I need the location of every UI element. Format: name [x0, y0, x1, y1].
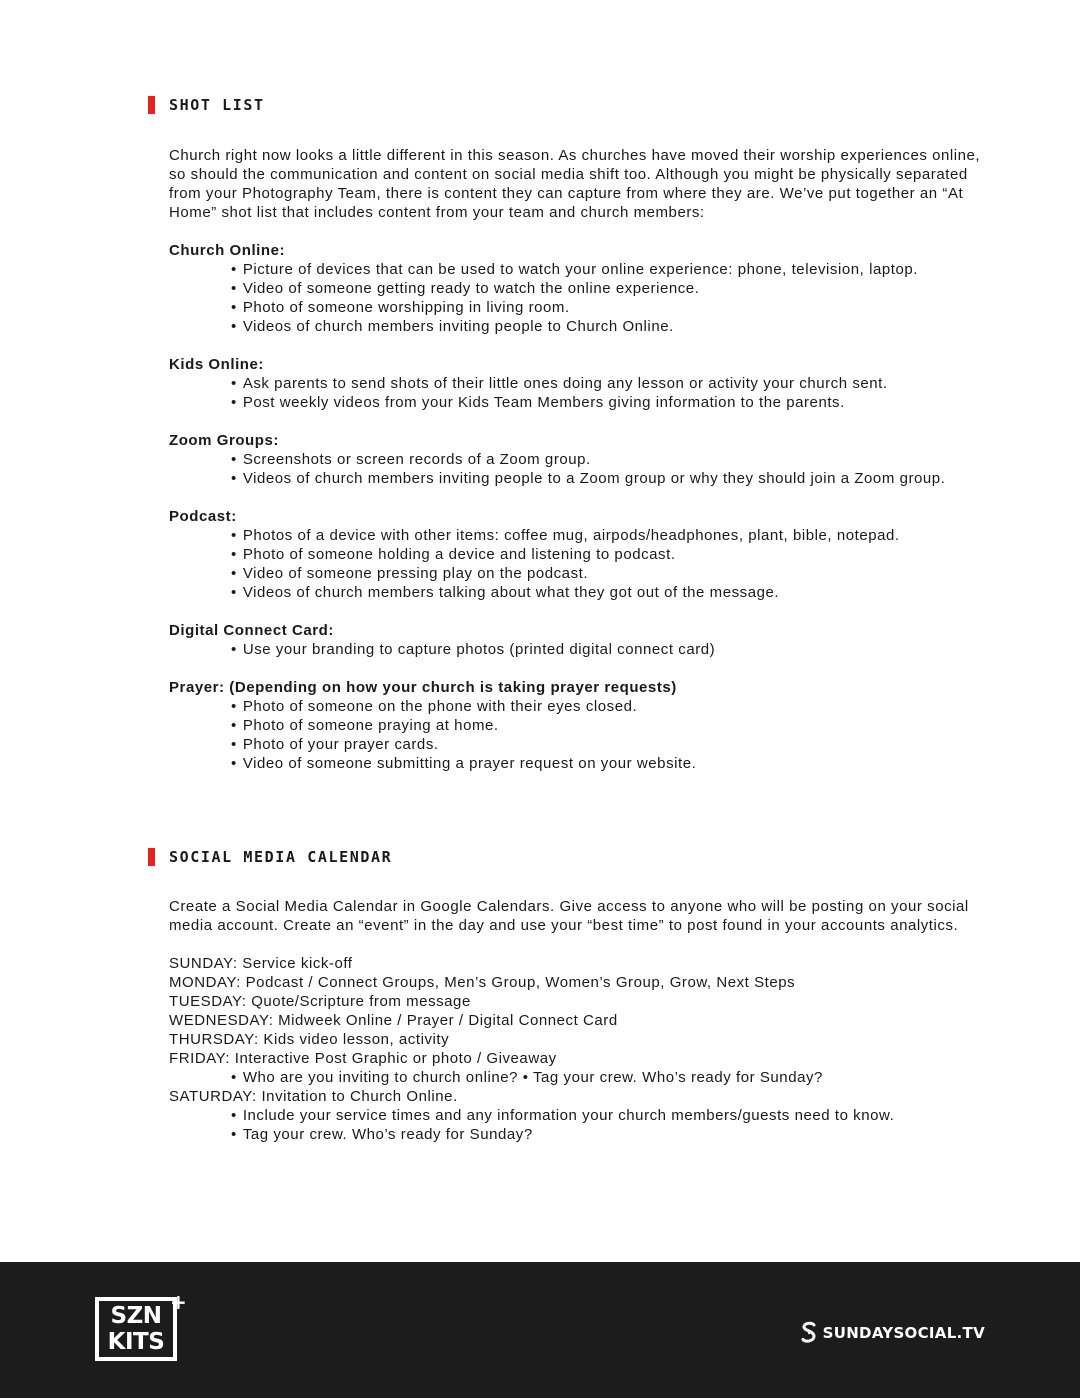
- spacer: [169, 488, 999, 507]
- shot-group-title: Kids Online:: [169, 356, 264, 373]
- logo-line-2: KITS: [107, 1329, 165, 1355]
- logo-plus: +: [170, 1290, 187, 1314]
- shot-list-item: • Picture of devices that can be used to watch your online experience: phone, television, laptop.: [231, 260, 999, 279]
- brand-url: SUNDAYSOCIAL.TV: [822, 1324, 985, 1342]
- shot-group-title: Church Online:: [169, 242, 286, 259]
- shot-list-item: • Video of someone pressing play on the podcast.: [231, 564, 999, 583]
- calendar-day: MONDAY: Podcast / Connect Groups, Men’s Group, Women’s Group, Grow, Next Steps: [169, 974, 796, 991]
- shot-group: [169, 678, 999, 773]
- shot-list-item: • Videos of church members inviting people to Church Online.: [231, 317, 999, 336]
- shot-list-title: SHOT LIST: [169, 96, 265, 114]
- shot-list-item: • Screenshots or screen records of a Zoom group.: [231, 450, 999, 469]
- szn-kits-logo: [95, 1297, 177, 1361]
- shot-list-groups: [169, 222, 999, 773]
- shot-list-intro: Church right now looks a little different in this season. As churches have moved their worship experiences online, so should the communication and content on social media shift too. Although you might be physically separated from your Photography Team, there is content they can capture from where they are. We’ve put together an “At Home” shot list that includes content from your team and church members:: [169, 147, 981, 221]
- shot-list-item: • Photo of your prayer cards.: [231, 735, 999, 754]
- shot-list-heading: [148, 95, 265, 115]
- shot-list-item: • Photo of someone on the phone with their eyes closed.: [231, 697, 999, 716]
- shot-group-list: [169, 450, 999, 488]
- spacer: [169, 336, 999, 355]
- spacer: [169, 659, 999, 678]
- shot-list-body: [169, 146, 999, 773]
- shot-list-item: • Video of someone getting ready to watch the online experience.: [231, 279, 999, 298]
- shot-list-item: • Video of someone submitting a prayer request on your website.: [231, 754, 999, 773]
- calendar-title: SOCIAL MEDIA CALENDAR: [169, 848, 393, 866]
- calendar-day-item: • Include your service times and any information your church members/guests need to know.: [231, 1106, 999, 1125]
- calendar-day-item: • Who are you inviting to church online? • Tag your crew. Who’s ready for Sunday?: [231, 1068, 999, 1087]
- calendar-day-list: [169, 1106, 999, 1144]
- calendar-days: [169, 954, 999, 1144]
- heading-accent-bar: [148, 96, 155, 114]
- logo-line-1: SZN: [110, 1303, 162, 1329]
- shot-group-title: Podcast:: [169, 508, 237, 525]
- shot-list-item: • Photo of someone worshipping in living room.: [231, 298, 999, 317]
- sundaysocial-brand: [800, 1321, 985, 1345]
- shot-group-title: Prayer: (Depending on how your church is taking prayer requests): [169, 679, 677, 696]
- calendar-day: THURSDAY: Kids video lesson, activity: [169, 1031, 450, 1048]
- calendar-day: SUNDAY: Service kick-off: [169, 955, 353, 972]
- spacer: [169, 412, 999, 431]
- shot-group-list: [169, 260, 999, 336]
- s-logo-icon: [800, 1321, 818, 1345]
- shot-group-list: [169, 526, 999, 602]
- footer: [0, 1262, 1080, 1398]
- shot-group-title: Zoom Groups:: [169, 432, 279, 449]
- shot-group-title: Digital Connect Card:: [169, 622, 334, 639]
- shot-group: [169, 621, 999, 659]
- calendar-day-item: • Tag your crew. Who’s ready for Sunday?: [231, 1125, 999, 1144]
- shot-list-item: • Photo of someone praying at home.: [231, 716, 999, 735]
- shot-group: [169, 431, 999, 488]
- spacer: [169, 222, 999, 241]
- shot-list-item: • Videos of church members talking about what they got out of the message.: [231, 583, 999, 602]
- shot-list-item: • Photo of someone holding a device and listening to podcast.: [231, 545, 999, 564]
- shot-list-item: • Use your branding to capture photos (printed digital connect card): [231, 640, 999, 659]
- shot-list-item: • Photos of a device with other items: coffee mug, airpods/headphones, plant, bible, notepad.: [231, 526, 999, 545]
- shot-list-item: • Ask parents to send shots of their little ones doing any lesson or activity your church sent.: [231, 374, 999, 393]
- shot-group: [169, 507, 999, 602]
- heading-accent-bar: [148, 848, 155, 866]
- shot-group-list: [169, 374, 999, 412]
- shot-group-list: [169, 640, 999, 659]
- shot-group: [169, 355, 999, 412]
- shot-list-item: • Post weekly videos from your Kids Team Members giving information to the parents.: [231, 393, 999, 412]
- calendar-heading: [148, 847, 392, 867]
- calendar-intro: Create a Social Media Calendar in Google Calendars. Give access to anyone who will be posting on your social media account. Create an “event” in the day and use your “best time” to post found in your accounts analytics.: [169, 898, 969, 934]
- calendar-day: WEDNESDAY: Midweek Online / Prayer / Digital Connect Card: [169, 1012, 618, 1029]
- calendar-day-list: [169, 1068, 999, 1087]
- calendar-day: TUESDAY: Quote/Scripture from message: [169, 993, 471, 1010]
- shot-group: [169, 241, 999, 336]
- calendar-day: FRIDAY: Interactive Post Graphic or photo / Giveaway: [169, 1050, 557, 1067]
- calendar-body: [169, 897, 999, 1144]
- shot-group-list: [169, 697, 999, 773]
- shot-list-item: • Videos of church members inviting people to a Zoom group or why they should join a Zoom group.: [231, 469, 999, 488]
- calendar-day: SATURDAY: Invitation to Church Online.: [169, 1088, 458, 1105]
- spacer: [169, 602, 999, 621]
